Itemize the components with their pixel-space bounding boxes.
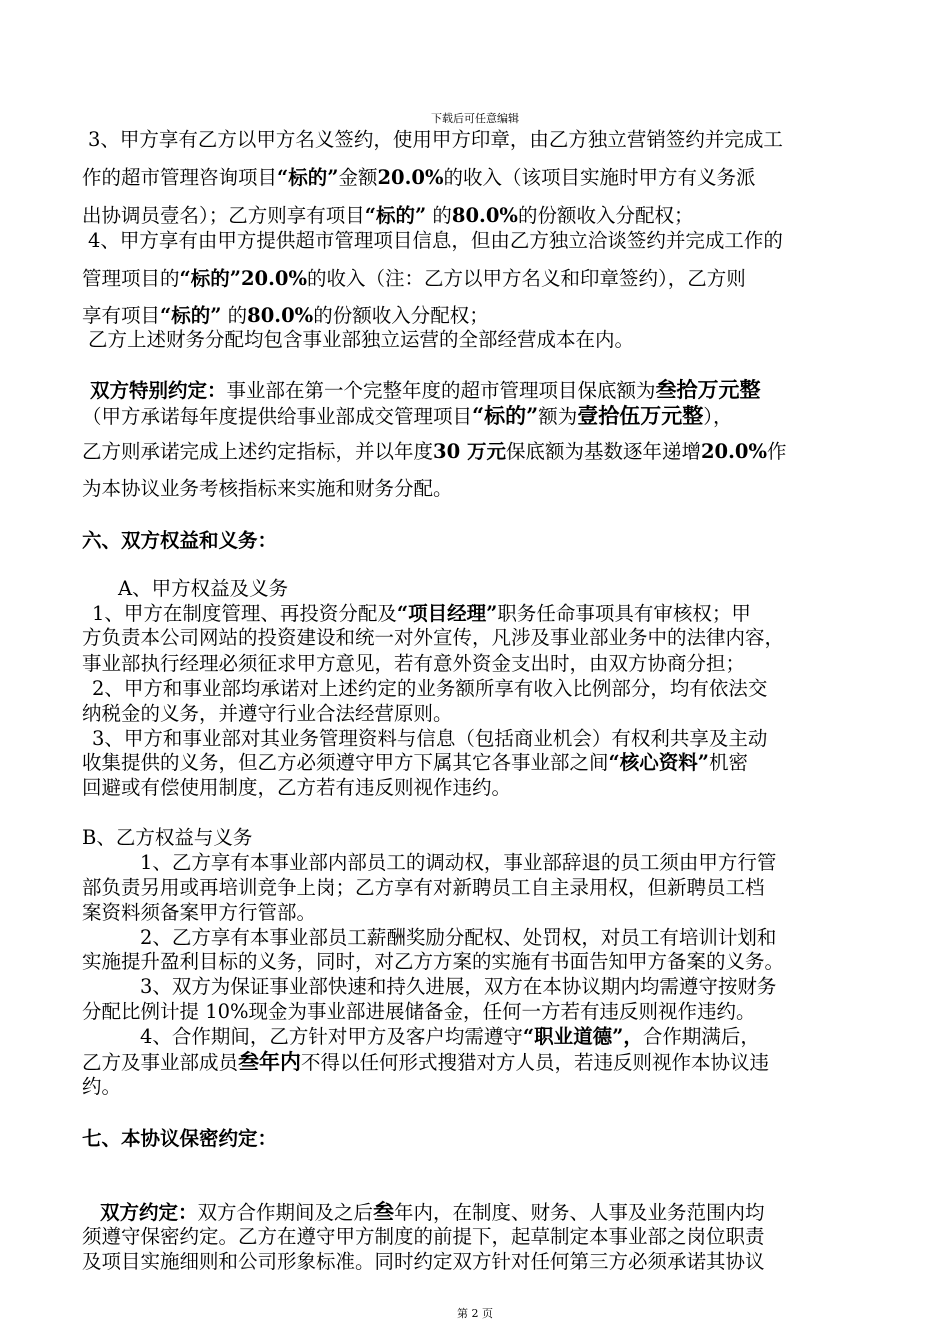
- text-line: 4、合作期间，乙方针对甲方及客户均需遵守“职业道德”，合作期满后，: [140, 1025, 760, 1048]
- text-line: 事业部执行经理必须征求甲方意见，若有意外资金支出时，由双方协商分担；: [82, 652, 746, 675]
- text-line: 乙方及事业部成员叁年内不得以任何形式搜猎对方人员，若违反则视作本协议违: [82, 1049, 770, 1074]
- text-line: 为本协议业务考核指标来实施和财务分配。: [82, 477, 453, 500]
- special-agreement: 双方特别约定：事业部在第一个完整年度的超市管理项目保底额为叁拾万元整: [90, 377, 761, 402]
- text-line: 乙方则承诺完成上述约定指标，并以年度30 万元保底额为基数逐年递增20.0%作: [82, 440, 787, 463]
- text-line: 双方约定：双方合作期间及之后叁年内，在制度、财务、人事及业务范围内均: [100, 1199, 765, 1224]
- text-line: 管理项目的“标的”20.0%的收入（注：乙方以甲方名义和印章签约），乙方则: [82, 267, 746, 290]
- text-line: 实施提升盈利目标的义务，同时，对乙方方案的实施有书面告知甲方备案的义务。: [82, 950, 785, 973]
- text-line: 方负责本公司网站的投资建设和统一对外宣传，凡涉及事业部业务中的法律内容，: [82, 626, 785, 649]
- text-line: 2、乙方享有本事业部员工薪酬奖励分配权、处罚权，对员工有培训计划和: [140, 926, 777, 949]
- text-line: 分配比例计提 10%现金为事业部进展储备金，任何一方若有违反则视作违约。: [82, 1000, 756, 1023]
- section-heading: 六、双方权益和义务：: [82, 529, 278, 552]
- text-line: 纳税金的义务，并遵守行业合法经营原则。: [82, 702, 453, 725]
- text-line: 4、甲方享有由甲方提供超市管理项目信息，但由乙方独立洽谈签约并完成工作的: [88, 229, 783, 252]
- text-line: 作的超市管理咨询项目“标的”金额20.0%的收入（该项目实施时甲方有义务派: [82, 166, 756, 189]
- section-heading: 七、本协议保密约定：: [82, 1127, 278, 1150]
- subsection-heading: B、乙方权益与义务: [82, 826, 253, 849]
- text-line: 部负责另用或再培训竞争上岗；乙方享有对新聘员工自主录用权，但新聘员工档: [82, 876, 765, 899]
- text-line: 回避或有偿使用制度，乙方若有违反则视作违约。: [82, 776, 512, 799]
- text-line: 案资料须备案甲方行管部。: [82, 901, 317, 924]
- text-line: （甲方承诺每年度提供给事业部成交管理项目“标的”额为壹拾伍万元整），: [82, 403, 733, 428]
- text-line: 收集提供的义务，但乙方必须遵守甲方下属其它各事业部之间“核心资料”机密: [82, 751, 748, 774]
- text-line: 须遵守保密约定。乙方在遵守甲方制度的前提下，起草制定本事业部之岗位职责: [82, 1225, 765, 1248]
- text-line: 享有项目“标的” 的80.0%的份额收入分配权；: [82, 304, 489, 327]
- text-line: 3、甲方和事业部对其业务管理资料与信息（包括商业机会）有权利共享及主动: [92, 727, 768, 750]
- page-header: 下载后可任意编辑: [431, 112, 519, 125]
- text-line: 1、乙方享有本事业部内部员工的调动权，事业部辞退的员工须由甲方行管: [140, 851, 777, 874]
- text-line: 出协调员壹名）；乙方则享有项目“标的” 的80.0%的份额收入分配权；: [82, 204, 694, 227]
- text-line: 及项目实施细则和公司形象标准。同时约定双方针对任何第三方必须承诺其协议: [82, 1250, 765, 1273]
- page-footer: 第 2 页: [457, 1307, 493, 1320]
- text-line: 乙方上述财务分配均包含事业部独立运营的全部经营成本在内。: [88, 328, 635, 351]
- text-line: 约。: [82, 1075, 122, 1098]
- text-line: 3、双方为保证事业部快速和持久进展，双方在本协议期内均需遵守按财务: [140, 975, 777, 998]
- subsection-heading: A、甲方权益及义务: [118, 577, 289, 600]
- text-line: 2、甲方和事业部均承诺对上述约定的业务额所享有收入比例部分，均有依法交: [92, 677, 768, 700]
- text-line: 1、甲方在制度管理、再投资分配及“项目经理”职务任命事项具有审核权；甲: [92, 602, 751, 625]
- text-line: 3、甲方享有乙方以甲方名义签约，使用甲方印章，由乙方独立营销签约并完成工: [88, 128, 783, 151]
